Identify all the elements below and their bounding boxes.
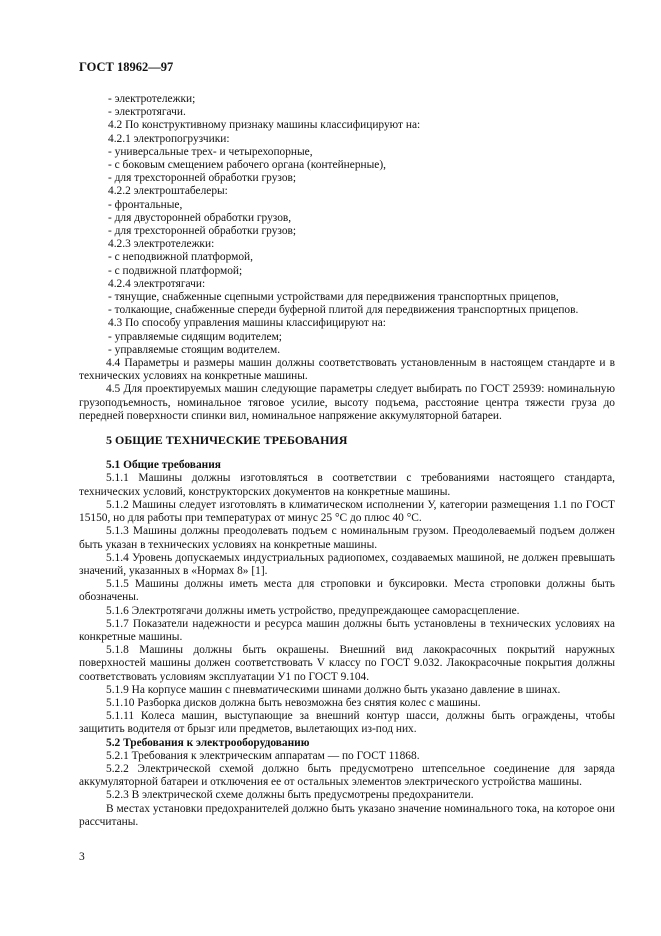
list-line: - управляемые стоящим водителем. bbox=[108, 343, 281, 356]
list-line: - для двусторонней обработки грузов, bbox=[108, 211, 292, 224]
list-line: - с неподвижной платформой, bbox=[108, 251, 253, 264]
paragraph: 5.1.11 Колеса машин, выступающие за внешний контур шасси, должны быть ограждены, чтобы защитить водителя от брызг или предметов, вылетающих из-под них. bbox=[79, 710, 615, 736]
list-line: 4.3 По способу управления машины классифицируют на: bbox=[108, 317, 386, 330]
paragraph: 5.1.9 На корпусе машин с пневматическими шинами должно быть указано давление в шинах. bbox=[106, 683, 561, 696]
paragraph: 5.1.1 Машины должны изготовляться в соответствии с требованиями настоящего стандарта, технических условий, конструкторских документов на конкретные машины. bbox=[79, 472, 615, 498]
list-line: - универсальные трех- и четырехопорные, bbox=[108, 145, 313, 158]
list-line: - электротележки; bbox=[108, 93, 196, 105]
list-line: - с подвижной платформой; bbox=[108, 264, 243, 277]
list-line: - фронтальные, bbox=[108, 198, 183, 211]
subsection-heading: 5.1 Общие требования bbox=[106, 459, 221, 472]
paragraph: 4.5 Для проектируемых машин следующие параметры следует выбирать по ГОСТ 25939: номинальную грузоподъемность, номинальное тяговое усилие, высоту подъема, расстояние центра тяжести груза до передней поверхности спинки вил, номинальное напряжение аккумуляторной батареи. bbox=[79, 383, 615, 422]
list-line: 4.2 По конструктивному признаку машины классифицируют на: bbox=[108, 119, 421, 132]
paragraph: 4.4 Параметры и размеры машин должны соответствовать установленным в настоящем стандарте и в технических условиях на конкретные машины. bbox=[79, 357, 615, 383]
list-line: 4.2.3 электротележки: bbox=[108, 238, 215, 251]
paragraph: 5.1.2 Машины следует изготовлять в климатическом исполнении У, категории размещения 1.1 по ГОСТ 15150, но для работы при температурах от минус 25 °С до плюс 40 °С. bbox=[79, 498, 615, 525]
list-line: - тянущие, снабженные сцепными устройствами для передвижения транспортных прицепов, bbox=[108, 291, 559, 304]
document-body bbox=[79, 93, 615, 829]
list-line: - электротягачи. bbox=[108, 106, 186, 119]
paragraph: 5.1.3 Машины должны преодолевать подъем с номинальным грузом. Преодолеваемый подъем должен быть указан в технических условиях на конкретные машины. bbox=[79, 525, 615, 551]
paragraph: 5.1.4 Уровень допускаемых индустриальных радиопомех, создаваемых машиной, не должен превышать значений, указанных в «Нормах 8» [1]. bbox=[79, 551, 615, 577]
paragraph: 5.1.6 Электротягачи должны иметь устройство, предупреждающее саморасцепление. bbox=[106, 604, 520, 617]
paragraph: 5.1.8 Машины должны быть окрашены. Внешний вид лакокрасочных покрытий наружных поверхностей машины должен соответствовать V классу по ГОСТ 9.032. Лакокрасочные покрытия должны соответствовать условиям эксплуатации У1 по ГОСТ 9.104. bbox=[79, 644, 615, 683]
paragraph: В местах установки предохранителей должно быть указано значение номинального тока, на которое они рассчитаны. bbox=[79, 802, 615, 828]
paragraph: 5.2.2 Электрической схемой должно быть предусмотрено штепсельное соединение для заряда аккумуляторной батареи и отключения ее от остальных элементов электрического устройства машины. bbox=[79, 762, 615, 789]
list-line: - для трехсторонней обработки грузов; bbox=[108, 172, 297, 185]
page-number: 3 bbox=[79, 851, 85, 863]
paragraph: 5.1.7 Показатели надежности и ресурса машин должны быть установлены в технических условиях на конкретные машины. bbox=[79, 617, 615, 643]
list-line: - управляемые сидящим водителем; bbox=[108, 330, 282, 343]
list-line: - толкающие, снабженные спереди буферной плитой для передвижения транспортных прицепов. bbox=[108, 304, 579, 317]
paragraph: 5.2.1 Требования к электрическим аппаратам — по ГОСТ 11868. bbox=[106, 749, 420, 762]
subsection-heading: 5.2 Требования к электрооборудованию bbox=[106, 736, 310, 749]
list-line: - с боковым смещением рабочего органа (контейнерные), bbox=[108, 159, 386, 172]
paragraph: 5.1.10 Разборка дисков должна быть невозможна без снятия колес с машины. bbox=[106, 696, 481, 709]
paragraph: 5.2.3 В электрической схеме должны быть предусмотрены предохранители. bbox=[106, 789, 474, 802]
list-line: - для трехсторонней обработки грузов; bbox=[108, 225, 297, 238]
paragraph: 5.1.5 Машины должны иметь места для строповки и буксировки. Места строповки должны быть обозначены. bbox=[79, 578, 615, 604]
list-line: 4.2.4 электротягачи: bbox=[108, 277, 206, 290]
list-line: 4.2.2 электроштабелеры: bbox=[108, 185, 228, 198]
list-line: 4.2.1 электропогрузчики: bbox=[108, 132, 230, 145]
page-header: ГОСТ 18962—97 bbox=[79, 60, 174, 74]
section-heading: 5 ОБЩИЕ ТЕХНИЧЕСКИЕ ТРЕБОВАНИЯ bbox=[106, 433, 348, 448]
